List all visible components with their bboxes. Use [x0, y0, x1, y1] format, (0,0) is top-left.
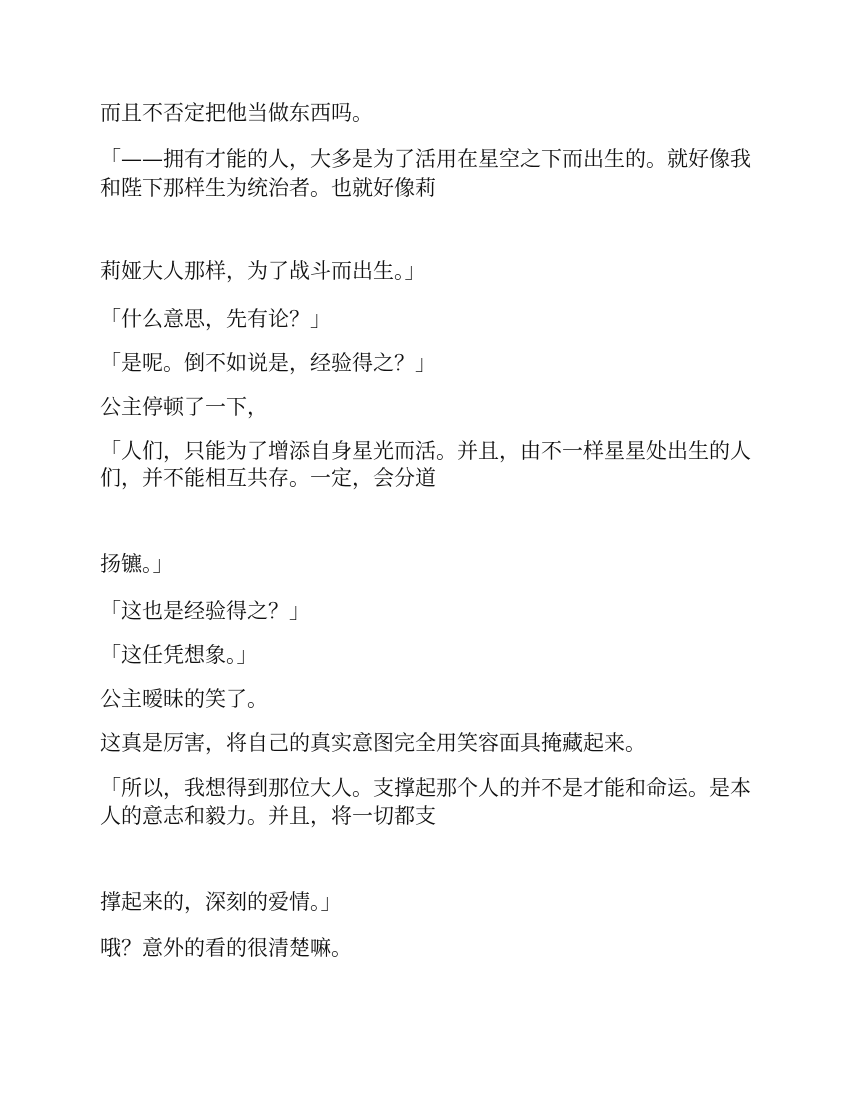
text-line: 们，并不能相互共存。一定，会分道: [100, 466, 436, 490]
text-line: 「人们，只能为了增添自身星光而活。并且，由不一样星星处出生的人: [100, 439, 751, 463]
text-line: 哦？意外的看的很清楚嘛。: [100, 936, 352, 960]
text-line: 公主暧昧的笑了。: [100, 687, 268, 711]
text-line: 莉娅大人那样，为了战斗而出生。」: [100, 259, 426, 283]
text-line: 「是呢。倒不如说是，经验得之？」: [100, 351, 436, 375]
text-line: 「什么意思，先有论？」: [100, 307, 331, 331]
text-line: 和陛下那样生为统治者。也就好像莉: [100, 176, 436, 200]
text-line: 「这任凭想象。」: [100, 643, 258, 667]
text-line: 这真是厉害，将自己的真实意图完全用笑容面具掩藏起来。: [100, 731, 646, 755]
text-line: 撑起来的，深刻的爱情。」: [100, 890, 342, 914]
text-line: 「这也是经验得之？」: [100, 599, 310, 623]
text-line: 扬镳。」: [100, 552, 174, 576]
text-line: 「——拥有才能的人，大多是为了活用在星空之下而出生的。就好像我: [100, 147, 751, 171]
text-line: 而且不否定把他当做东西吗。: [100, 101, 373, 125]
text-line: 人的意志和毅力。并且，将一切都支: [100, 804, 436, 828]
text-line: 「所以，我想得到那位大人。支撑起那个人的并不是才能和命运。是本: [100, 776, 751, 800]
text-line: 公主停顿了一下，: [100, 395, 268, 419]
